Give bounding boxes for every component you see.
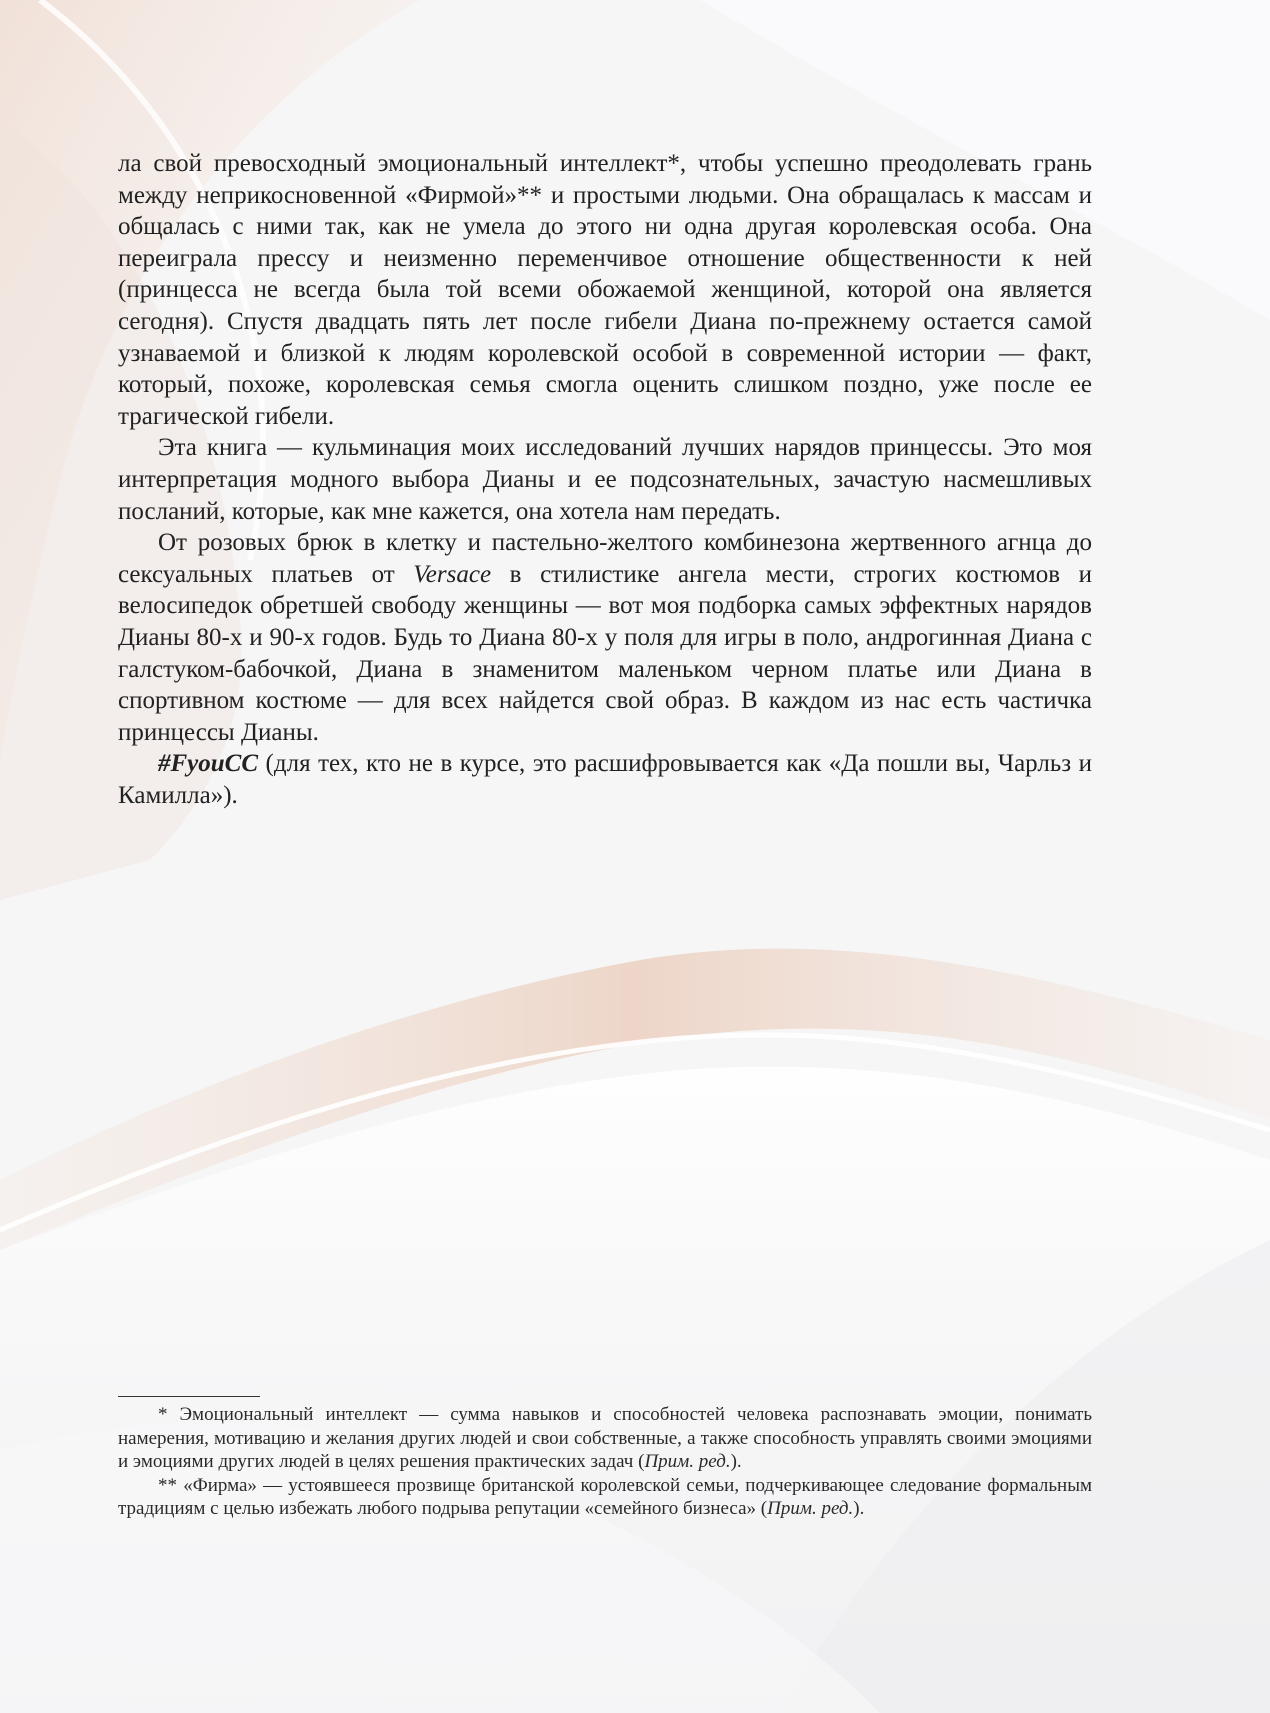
paragraph-4-rest: (для тех, кто не в курсе, это расшифровывается как «Да пошли вы, Чарльз и Камилла»). [118,750,1092,809]
footnote-2-close: ). [853,1498,865,1520]
footnotes [118,1396,1092,1521]
paragraph-3-start: От розовых брюк в клетку и пастельно-желтого комбинезона жертвенного агнца до сексуальных платьев от [118,529,1092,588]
main-text [118,148,1092,811]
paragraph-1: ла свой превосходный эмоциональный интеллект*, чтобы успешно преодолевать грань между неприкосновенной «Фирмой»** и простыми людьми. Она обращалась к массам и общалась с ними так, как не умела до этого ни одна другая королевская особа. Она переиграла прессу и неизменно переменчивое отношение общественности к ней (принцесса не всегда была той всеми обожаемой женщиной, которой она является сегодня). Спустя двадцать пять лет после гибели Диана по-прежнему остается самой узнаваемой и близкой к людям королевской особой в современной истории — факт, который, похоже, королевская семья смогла оценить слишком поздно, уже после ее трагической гибели. [118,150,1092,430]
hashtag: #FyouCC [158,750,259,778]
footnote-1-text: * Эмоциональный интеллект — сумма навыков и способностей человека распознавать эмоции, понимать намерения, мотивацию и желания других людей и свои собственные, а также способность управлять своими эмоциями и эмоциями других людей в целях решения практических задач ( [118,1404,1092,1473]
brand-versace: Versace [413,560,492,588]
paragraph-4 [118,748,1092,811]
footnote-1-note: Прим. ред. [644,1451,731,1473]
footnote-2-note: Прим. ред. [767,1498,854,1520]
paragraph-3 [118,527,1092,748]
footnote-2-text: ** «Фирма» — устоявшееся прозвище британской королевской семьи, подчеркивающее следование формальным традициям с целью избежать любого подрыва репутации «семейного бизнеса» ( [118,1474,1092,1520]
footnote-1 [118,1403,1092,1474]
footnote-divider [118,1396,260,1397]
paragraph-3-end: в стилистике ангела мести, строгих костюмов и велосипедок обретшей свободу женщины — вот моя подборка самых эффектных нарядов Дианы 80-х и 90-х годов. Будь то Диана 80-х у поля для игры в поло, андрогинная Диана с галстуком-бабочкой, Диана в знаменитом маленьком черном платье или Диана в спортивном костюме — для всех найдется свой образ. В каждом из нас есть частичка принцессы Дианы. [118,560,1093,746]
footnote-1-close: ). [730,1451,742,1473]
footnote-2 [118,1474,1092,1521]
paragraph-2: Эта книга — кульминация моих исследований лучших нарядов принцессы. Это моя интерпретация модного выбора Дианы и ее подсознательных, зачастую насмешливых посланий, которые, как мне кажется, она хотела нам передать. [118,434,1092,525]
